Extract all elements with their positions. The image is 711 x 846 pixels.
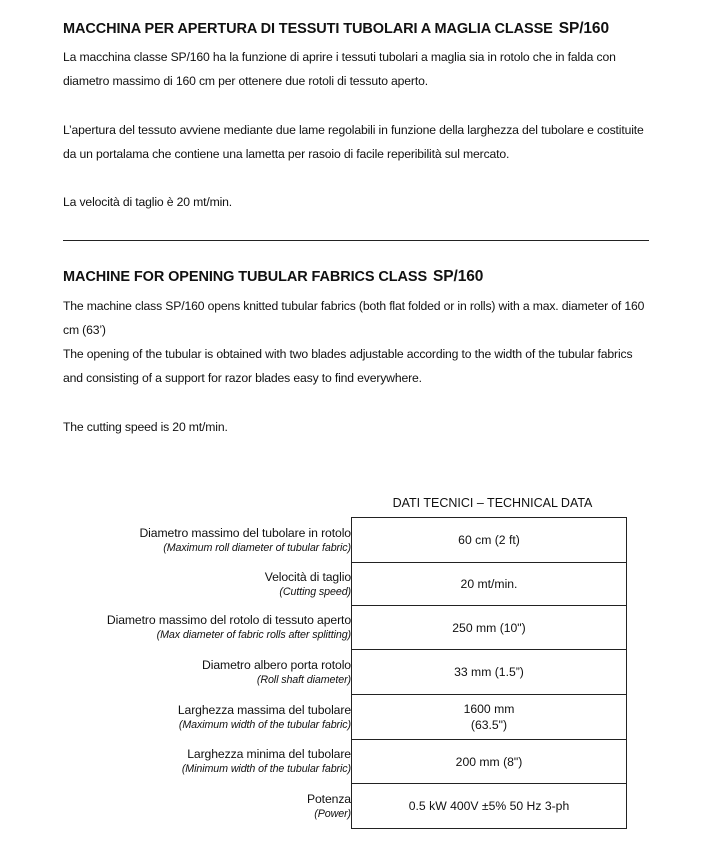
english-model: SP/160 xyxy=(433,268,484,285)
spec-value: 60 cm (2 ft) xyxy=(458,533,520,547)
italian-model: SP/160 xyxy=(558,20,609,37)
english-paragraph-1 xyxy=(63,294,653,342)
spec-label-cell xyxy=(0,650,352,695)
spec-value: 20 mt/min. xyxy=(460,577,518,591)
spec-value: 0.5 kW 400V ±5% 50 Hz 3-ph xyxy=(408,799,570,813)
spec-value-cell xyxy=(352,518,627,563)
italian-paragraph-1 xyxy=(63,45,653,93)
spec-label: Diametro albero porta rotolo xyxy=(202,657,351,672)
spec-sublabel: (Power) xyxy=(314,807,351,820)
italian-title: MACCHINA PER APERTURA DI TESSUTI TUBOLARI A MAGLIA CLASSE xyxy=(63,21,553,37)
english-section xyxy=(63,268,653,286)
spec-label: Larghezza minima del tubolare xyxy=(187,747,351,761)
english-paragraph-2 xyxy=(63,342,653,390)
spec-label-cell xyxy=(0,518,352,563)
spec-sublabel: (Maximum width of the tubular fabric) xyxy=(178,718,351,731)
spec-value: 250 mm (10") xyxy=(452,620,526,635)
spec-label: Velocità di taglio xyxy=(264,569,351,584)
spec-label: Larghezza massima del tubolare xyxy=(177,702,351,717)
spec-value-cell xyxy=(352,606,627,650)
spec-label-cell xyxy=(0,695,352,740)
spec-sublabel: (Minimum width of the tubular fabric) xyxy=(181,763,351,775)
spec-label-cell xyxy=(0,606,352,650)
english-heading xyxy=(63,268,653,286)
english-title: MACHINE FOR OPENING TUBULAR FABRICS CLASS xyxy=(63,269,428,285)
table-row xyxy=(0,518,627,563)
english-paragraph-text: The machine class SP/160 opens knitted tubular fabrics (both flat folded or in rolls) with a max. diameter of 160 cm (63’) xyxy=(63,299,645,337)
spec-value-cell xyxy=(352,563,627,606)
english-paragraph-text: The opening of the tubular is obtained with two blades adjustable according to the width of the tubular fabrics and consisting of a support for razor blades easy to find everywhere. xyxy=(63,347,633,385)
spec-label-cell xyxy=(0,563,352,606)
spec-value: 33 mm (1.5”) xyxy=(454,665,524,679)
table-row xyxy=(0,606,627,650)
spec-sublabel: (Max diameter of fabric rolls after splitting) xyxy=(156,629,351,641)
spec-value-cell xyxy=(352,740,627,784)
table-row xyxy=(0,784,627,829)
table-row xyxy=(0,740,627,784)
spec-value-cell xyxy=(352,784,627,829)
table-row xyxy=(0,695,627,740)
spec-label: Diametro massimo del tubolare in rotolo xyxy=(139,525,351,540)
english-paragraph-3 xyxy=(63,415,653,439)
spec-label: Diametro massimo del rotolo di tessuto aperto xyxy=(106,613,351,627)
italian-paragraph-2 xyxy=(63,118,653,166)
spec-value: 1600 mm xyxy=(463,702,515,716)
italian-paragraph-text: La macchina classe SP/160 ha la funzione di aprire i tessuti tubolari a maglia sia in rotolo che in falda con diametro massimo di 160 cm per ottenere due rotoli di tessuto aperto. xyxy=(63,50,616,88)
italian-paragraph-text: La velocità di taglio è 20 mt/min. xyxy=(63,195,233,209)
table-row xyxy=(0,650,627,695)
spec-value-secondary: (63.5") xyxy=(470,718,508,732)
spec-sublabel: (Cutting speed) xyxy=(279,585,351,598)
spec-sublabel: (Maximum roll diameter of tubular fabric) xyxy=(163,541,351,554)
italian-section xyxy=(63,20,653,38)
spec-label: Potenza xyxy=(306,791,351,806)
spec-value: 200 mm (8") xyxy=(455,754,523,769)
spec-sublabel: (Roll shaft diameter) xyxy=(256,673,351,686)
italian-paragraph-text: L’apertura del tessuto avviene mediante due lame regolabili in funzione della larghezza del tubolare e costituite da un portalama che contiene una lametta per rasoio di facile reperibilità sul mercato. xyxy=(63,123,644,161)
technical-data-table xyxy=(0,517,627,829)
spec-value-cell xyxy=(352,695,627,740)
table-row xyxy=(0,563,627,606)
spec-label-cell xyxy=(0,740,352,784)
section-divider xyxy=(63,240,649,241)
spec-value-cell xyxy=(352,650,627,695)
english-paragraph-text: The cutting speed is 20 mt/min. xyxy=(63,420,228,434)
spec-label-cell xyxy=(0,784,352,829)
technical-data-title: DATI TECNICI – TECHNICAL DATA xyxy=(392,496,593,510)
italian-heading xyxy=(63,20,653,38)
italian-paragraph-3 xyxy=(63,190,653,214)
